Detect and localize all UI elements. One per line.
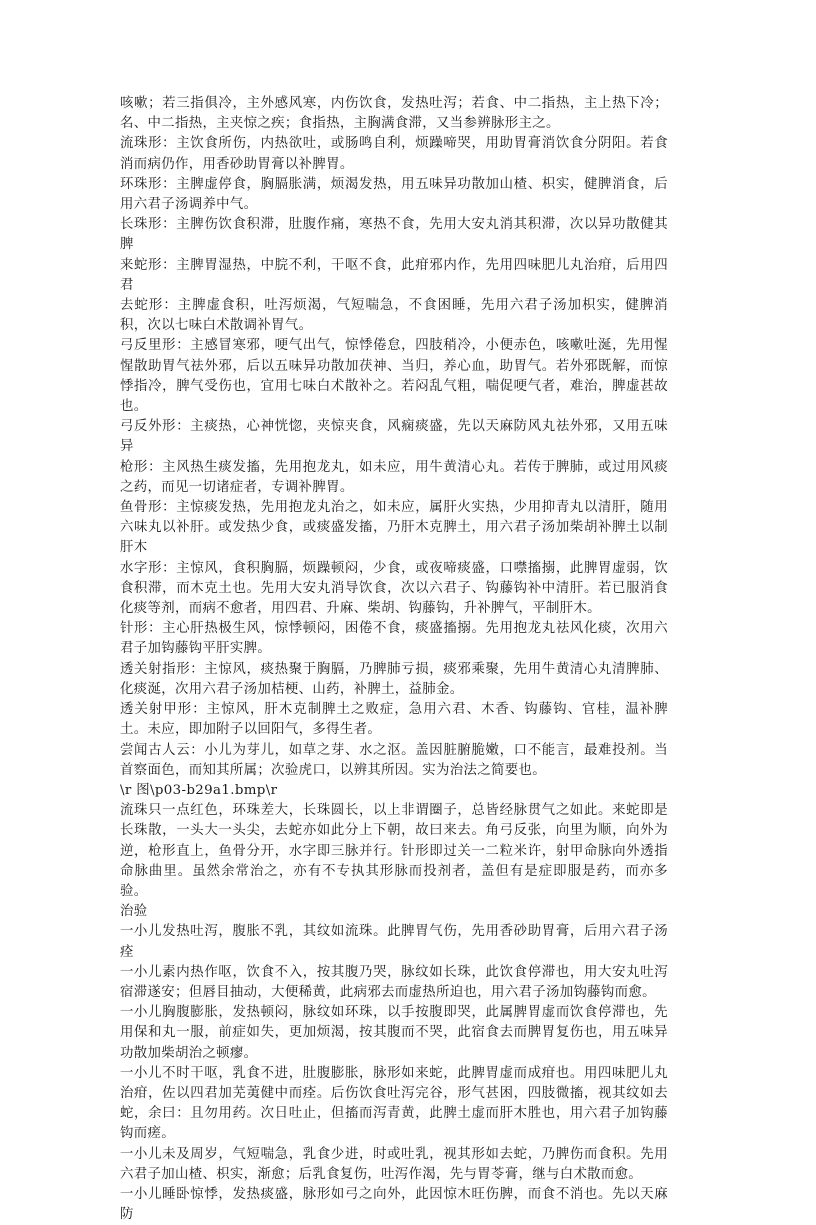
- paragraph-case-6: 一小儿睡卧惊悸，发热痰盛，脉形如弓之向外，此因惊木旺伤脾，而食不消也。先以天麻防: [120, 1186, 668, 1223]
- document-page: [120, 94, 668, 1225]
- paragraph-gongfanwai-form: 弓反外形：主痰热，心神恍惚，夹惊夹食，风痫痰盛，先以天麻防风丸祛外邪，又用五味异: [120, 419, 668, 455]
- paragraph-laishe-form: 来蛇形：主脾胃湿热，中脘不利，干呕不食，此疳邪内作，先用四味肥儿丸治疳，后用四君: [120, 257, 668, 293]
- paragraph-case-3: 一小儿胸腹膨胀，发热顿闷，脉纹如环珠，以手按腹即哭，此属脾胃虚而饮食停滞也，先用保和丸一服，前症如失，更加烦渴，按其腹而不哭，此宿食去而脾胃复伤也，用五味异功散加柴胡治之顿瘳。: [120, 1005, 668, 1061]
- paragraph-gongfanli-form: 弓反里形：主感冒寒邪，哽气出气，惊悸倦怠，四肢稍冷，小便赤色，咳嗽吐涎，先用惺惺散助胃气祛外邪，后以五味异功散加茯神、当归，养心血，助胃气。若外邪既解，而惊悸指冷，脾气受伤也，宜用七味白术散补之。若闷乱气粗，喘促哽气者，难治，脾虚甚故也。: [120, 338, 668, 415]
- paragraph-case-2: 一小儿素内热作呕，饮食不入，按其腹乃哭，脉纹如长珠，此饮食停滞也，用大安丸吐泻宿滞遂安；但唇目抽动，大便稀黄，此病邪去而虚热所迫也，用六君子汤加钩藤钩而愈。: [120, 964, 668, 1000]
- paragraph-qushe-form: 去蛇形：主脾虚食积，吐泻烦渴，气短喘急，不食困睡，先用六君子汤加枳实，健脾消积，次以七味白术散调补胃气。: [120, 298, 668, 334]
- paragraph-touguan-shezhi-form: 透关射指形：主惊风，痰热聚于胸膈，乃脾肺亏损，痰邪乘聚，先用牛黄清心丸清脾肺、化痰涎，次用六君子汤加桔梗、山药，补脾土，益肺金。: [120, 661, 668, 697]
- section-heading-case-records: 治验: [120, 904, 148, 920]
- paragraph-forms-explanation: 流珠只一点红色，环珠差大，长珠圆长，以上非谓圈子，总皆经脉贯气之如此。来蛇即是长珠散，一头大一头尖，去蛇亦如此分上下朝，故曰来去。角弓反张，向里为顺，向外为逆，枪形直上，鱼骨分开，水字即三脉并行。针形即过关一二粒米许，射甲命脉向外透指命脉曲里。虽然余常治之，亦有不专执其形脉而投剂者，盖但有是症即服是药，而亦多验。: [120, 803, 668, 899]
- paragraph-touguan-shejia-form: 透关射甲形：主惊风，肝木克制脾土之败症，急用六君、木香、钩藤钩、官桂，温补脾土。未应，即加附子以回阳气，多得生者。: [120, 702, 668, 738]
- paragraph-liuzhu-form: 流珠形：主饮食所伤，内热欲吐，或肠鸣自利，烦躁啼哭，用助胃膏消饮食分阴阳。若食消而病仍作，用香砂助胃膏以补脾胃。: [120, 136, 668, 172]
- paragraph-image-placeholder: \r 图\p03-b29a1.bmp\r: [120, 782, 278, 798]
- paragraph-zhen-form: 针形：主心肝热极生风，惊悸顿闷，困倦不食，痰盛搐搦。先用抱龙丸祛风化痰，次用六君子加钩藤钩平肝实脾。: [120, 621, 668, 657]
- paragraph-shuizi-form: 水字形：主惊风，食积胸膈，烦躁顿闷，少食，或夜啼痰盛，口噤搐搦，此脾胃虚弱，饮食积滞，而木克土也。先用大安丸消导饮食，次以六君子、钩藤钩补中清肝。若已服消食化痰等剂，而病不愈者，用四君、升麻、柴胡、钩藤钩，升补脾气，平制肝木。: [120, 560, 668, 617]
- paragraph-qiang-form: 枪形：主风热生痰发搐，先用抱龙丸，如未应，用牛黄清心丸。若传于脾肺，或过用风痰之药，而见一切诸症者，专调补脾胃。: [120, 459, 668, 495]
- paragraph-yugu-form: 鱼骨形：主惊痰发热，先用抱龙丸治之，如未应，属肝火实热，少用抑青丸以清肝，随用六味丸以补肝。或发热少食，或痰盛发搐，乃肝木克脾土，用六君子汤加柴胡补脾土以制肝木: [120, 500, 668, 556]
- paragraph-changzhu-form: 长珠形：主脾伤饮食积滞，肚腹作痛，寒热不食，先用大安丸消其积滞，次以异功散健其脾: [120, 217, 668, 253]
- paragraph-case-1: 一小儿发热吐泻，腹胀不乳，其纹如流珠。此脾胃气伤，先用香砂助胃膏，后用六君子汤痊: [120, 924, 668, 960]
- paragraph-case-4: 一小儿不时干呕，乳食不进，肚腹膨胀，脉形如来蛇，此脾胃虚而成疳也。用四味肥儿丸治疳，佐以四君加芜荑健中而痊。后伤饮食吐泻完谷，形气甚困，四肢微搐，视其纹如去蛇，余曰：且勿用药。次日吐止，但搐而泻青黄，此脾土虚而肝木胜也，用六君子加钩藤钩而瘥。: [120, 1065, 668, 1142]
- paragraph-fingers-temperature: 咳嗽；若三指俱冷，主外感风寒，内伤饮食，发热吐泻；若食、中二指热，主上热下冷；名、中二指热，主夹惊之疾；食指热，主胸满食滞，又当参辨脉形主之。: [120, 96, 668, 132]
- paragraph-huanzhu-form: 环珠形：主脾虚停食，胸膈胀满，烦渴发热，用五味异功散加山楂、枳实，健脾消食，后用六君子汤调养中气。: [120, 176, 668, 213]
- paragraph-case-5: 一小儿未及周岁，气短喘急，乳食少进，时或吐乳，视其形如去蛇，乃脾伤而食积。先用六君子加山楂、枳实，渐愈；后乳食复伤，吐泻作渴，先与胃苓膏，继与白术散而愈。: [120, 1146, 668, 1182]
- paragraph-ancient-saying: 尝闻古人云：小儿为芽儿，如草之芽、水之沤。盖因脏腑脆嫩，口不能言，最难投剂。当首察面色，而知其所属；次验虎口，以辨其所因。实为治法之简要也。: [120, 742, 668, 778]
